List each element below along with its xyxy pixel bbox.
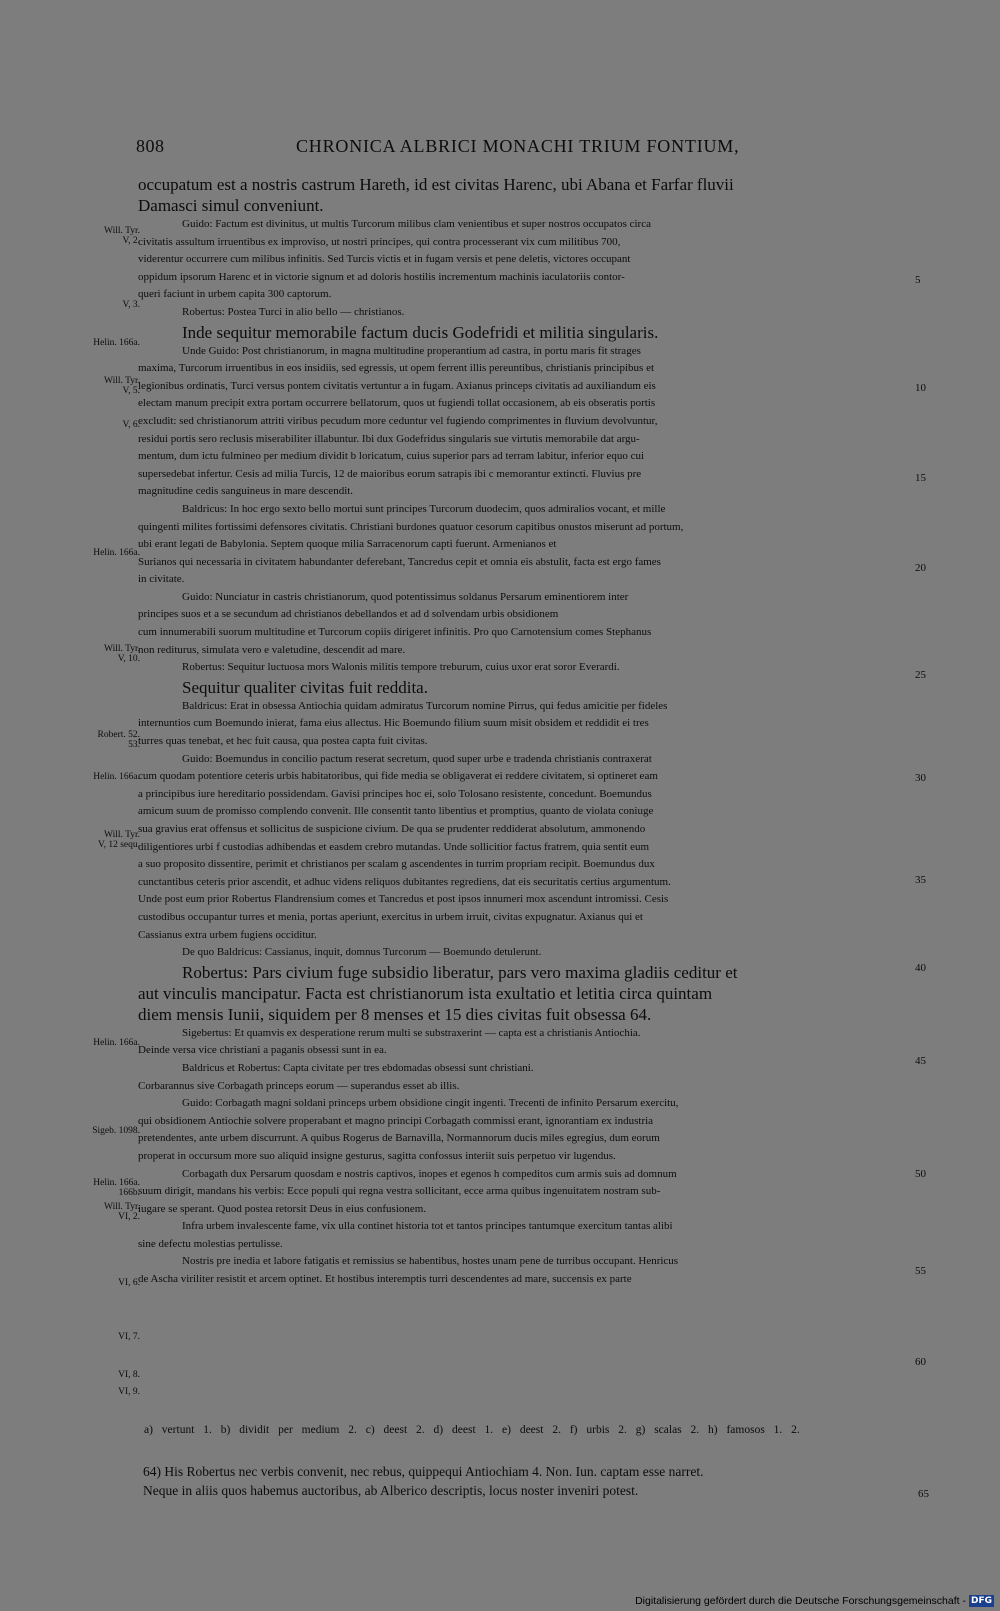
footnote: [143, 1462, 923, 1500]
text-line: internuntios cum Boemundo inierat, fama eius allectus. Hic Boemundo filium suum misit obsidem et reddidit ei tres: [138, 717, 649, 730]
text-line: principes suos et a se secundum ad christianos debellandos et ad d solvendam urbis obsidionem: [138, 608, 559, 621]
line-number: 15: [915, 472, 926, 484]
text-line: qui obsidionem Antiochie solvere properabant et magno principi Corbagath commissi erant, ignorantiam ex industria: [138, 1114, 654, 1127]
text-line: cum quodam potentiore ceteris urbis habitatoribus, qui fide media se obligaverat ei reddere civitatem, si optineret eam: [138, 770, 658, 783]
line-number: 5: [915, 274, 921, 286]
text-line: de Ascha viriliter resistit et arcem optinet. Et hostibus interemptis turri descendentes ad mare, succensis ex parte: [138, 1273, 632, 1286]
line-number: 45: [915, 1055, 926, 1067]
text-line: amicum suum de promisso complendo convenit. Ille consentit tanto libentius et promptius, quanto de violata coniuge: [138, 805, 654, 818]
text-line: Corbarannus sive Corbagath princeps eorum — superandus esset ab illis.: [138, 1079, 460, 1092]
variant-notes: a) vertunt 1. b) dividit per medium 2. c) deest 2. d) deest 1. e) deest 2. f) urbis 2. g) scalas 2. h) famosos 1. 2.: [144, 1424, 800, 1436]
text-line: Deinde versa vice christiani a paganis obsessi sunt in ea.: [138, 1044, 387, 1057]
text-line: excludit: sed christianorum attriti viribus pecudum more ceduntur vel fugiendo comprimentes in fluvium devolvuntur,: [138, 414, 658, 427]
text-line: electam manum precipit extra portam occurrere bellatorum, quos ut fugiendi tollat occasionem, ab eis obseratis portis: [138, 397, 656, 410]
margin-reference: VI, 7.: [118, 1332, 140, 1342]
text-line: Nostris pre inedia et labore fatigatis et remissius se habentibus, hostes unam pene de turribus occupant. Henricus: [182, 1255, 679, 1268]
text-line: legionibus ordinatis, Turci versus pontem civitatis vertuntur a in fugam. Axianus princeps civitatis ad auxiliandum eis: [138, 379, 656, 392]
line-number: 65: [918, 1488, 929, 1500]
margin-reference: VI, 6.: [118, 1278, 140, 1288]
text-line: queri faciunt in urbem capita 300 captorum.: [138, 288, 332, 301]
margin-reference: Helin. 166a.: [93, 772, 140, 782]
text-line: turres quas tenebat, et hec fuit causa, qua postea capta fuit civitas.: [138, 735, 428, 748]
line-number: 55: [915, 1265, 926, 1277]
text-line: in civitate.: [138, 573, 185, 586]
text-line: Corbagath dux Persarum quosdam e nostris captivos, inopes et egenos h compeditos cum armis suis ad domnum: [182, 1167, 677, 1180]
footnote-line: Neque in aliis quos habemus auctoribus, ab Alberico descriptis, locus noster inveniri potest.: [143, 1483, 639, 1498]
margin-reference: Will. Tyr. V, 12 sequ.: [97, 830, 140, 850]
text-line: supersedebat infertur. Cesis ad milia Turcis, 12 de maioribus eorum satrapis ibi c memorantur extincti. Fluvius pre: [138, 467, 642, 480]
dfg-logo: DFG: [970, 1596, 992, 1606]
text-line: pretendentes, ante urbem discurrunt. A quibus Rogerus de Barnavilla, Normannorum ducis miles egregius, dum eorum: [138, 1132, 660, 1145]
margin-reference: Sigeb. 1098.: [92, 1126, 140, 1136]
text-line: De quo Baldricus: Cassianus, inquit, domnus Turcorum — Boemundo detulerunt.: [182, 946, 542, 959]
text-line: magnitudine cedis sanguineus in mare descendit.: [138, 485, 354, 498]
text-line: properat in occursum more suo aliquid insigne gesturus, sagitta confossus interiit suis perpetuo vir lugendus.: [138, 1149, 616, 1162]
text-line: non rediturus, simulata vero e valetudine, descendit ad mare.: [138, 643, 406, 656]
text-line: residui portis sero reclusis miserabiliter illabuntur. Ibi dux Godefridus singularis sue virtutis memorabile dat argu-: [138, 432, 640, 445]
text-line: Baldricus: In hoc ergo sexto bello mortui sunt principes Turcorum duodecim, quos admiralios vocant, et mille: [182, 502, 666, 515]
margin-reference: Helin. 166a.: [93, 548, 140, 558]
text-line: aut vinculis mancipatur. Facta est christianorum ista exultatio et letitia circa quintam: [138, 983, 713, 1003]
page-number: 808: [136, 136, 165, 156]
text-line: cunctantibus ceteris prior ascendit, et adhuc videns reliquos dubitantes regrediens, dat eis securitatis certius argumentum.: [138, 875, 671, 888]
text-line: Guido: Boemundus in concilio pactum reserat secretum, quod super urbe e tradenda christianis contraxerat: [182, 752, 652, 765]
margin-reference: Will. Tyr. V, 5.: [104, 376, 140, 396]
line-number: 20: [915, 562, 926, 574]
margin-reference: Robert. 52. 53.: [97, 730, 140, 750]
line-number: 35: [915, 874, 926, 886]
text-line: cum innumerabili suorum multitudine et Turcorum copiis dirigeret infinitis. Pro quo Carnotensium comes Stephanus: [138, 626, 652, 639]
line-number: 50: [915, 1168, 926, 1180]
text-line: diligentiores urbi f custodias adhibendas et easdem crebro mutandas. Unde sollicitior factus fratrem, quia sentit eum: [138, 840, 650, 853]
margin-reference: Will. Tyr. V, 2.: [104, 226, 140, 246]
text-line: oppidum ipsorum Harenc et in victorie signum et ad doloris hostilis incrementum machinis iaculatoriis contor-: [138, 270, 625, 283]
text-line: iugare se sperant. Quod postea retorsit Deus in eius confusionem.: [138, 1202, 427, 1215]
text-line: Cassianus extra urbem fugiens occiditur.: [138, 928, 317, 941]
margin-reference: VI, 8.: [118, 1370, 140, 1380]
margin-reference: Helin. 166a.: [93, 1038, 140, 1048]
text-line: Baldricus: Erat in obsessa Antiochia quidam admiratus Turcorum nomine Pirrus, qui fedus amicitie per fideles: [182, 699, 668, 712]
margin-reference: Helin. 166a.: [93, 338, 140, 348]
text-line: Unde Guido: Post christianorum, in magna multitudine properantium ad castra, in portu maris fit strages: [182, 344, 641, 357]
text-line: sua gravius erat offensus et sollicitus de suspicione civium. De qua se prudenter reddiderat absolutum, ammonendo: [138, 823, 646, 835]
text-line: Guido: Factum est divinitus, ut multis Turcorum milibus clam venientibus et super nostros occupatos circa: [182, 218, 651, 230]
line-number: 25: [915, 669, 926, 681]
text-line: Unde post eum prior Robertus Flandrensium comes et Tancredus et post ipsos innumeri mox ascendunt intromissi. Cesis: [138, 893, 669, 906]
text-line: mentum, dum ictu fulmineo per medium dividit b loricatum, cuius superior pars ad terram labitur, inferior equo cui: [138, 450, 645, 463]
text-line: Guido: Nunciatur in castris christianorum, quod potentissimus soldanus Persarum eminentiorem inter: [182, 590, 629, 603]
text-line: Surianos qui necessaria in civitatem habundanter deferebant, Tancredus cepit et omnia eis abstulit, facta est ergo fames: [138, 555, 661, 568]
text-line: maxima, Turcorum irruentibus in eos insidiis, sed egressis, ut opem ferrent illis pereuntibus, christianis principibus et: [138, 362, 655, 375]
running-title: CHRONICA ALBRICI MONACHI TRIUM FONTIUM,: [296, 136, 740, 156]
line-number: 60: [915, 1356, 926, 1368]
margin-reference: V, 6.: [122, 420, 140, 430]
text-line: occupatum est a nostris castrum Hareth, id est civitas Harenc, ubi Abana et Farfar fluvii: [138, 175, 734, 194]
text-line: custodibus occupantur turres et menia, portas aperiunt, exercitus in urbem irruit, civitas expugnatur. Axianus qui et: [138, 910, 643, 923]
text-line: Robertus: Postea Turci in alio bello — christianos.: [182, 305, 405, 318]
margin-reference: VI, 9.: [118, 1387, 140, 1397]
text-line: civitatis assultum irruentibus ex improviso, ut nostri principes, qui contra processerant vix cum militibus 700,: [138, 235, 621, 248]
page-header: [136, 136, 928, 162]
margin-reference: V, 3.: [122, 300, 140, 310]
text-line: ubi erant legati de Babylonia. Septem quoque milia Sarracenorum capti fuerunt. Armenianos et: [138, 538, 557, 551]
text-line: viderentur occurrere cum milibus infinitis. Sed Turcis victis et in fugam versis et pene deletis, victores occupant: [138, 253, 631, 266]
text-line: Robertus: Pars civium fuge subsidio liberatur, pars vero maxima gladiis ceditur et: [182, 962, 738, 982]
line-number: 40: [915, 962, 926, 974]
text-line: diem mensis Iunii, siquidem per 8 menses et 15 dies civitas fuit obsessa 64.: [138, 1004, 652, 1024]
margin-reference: Helin. 166a. 166b.: [93, 1178, 140, 1198]
line-number: 30: [915, 772, 926, 784]
text-line: Sigebertus: Et quamvis ex desperatione rerum multi se substraxerint — capta est a christianis Antiochia.: [182, 1026, 641, 1039]
credit-text: Digitalisierung gefördert durch die Deutsche Forschungsgemeinschaft -: [635, 1595, 966, 1607]
text-line: Robertus: Sequitur luctuosa mors Walonis militis tempore treburum, cuius uxor erat soror Everardi.: [182, 661, 620, 674]
text-line: suum dirigit, mandans his verbis: Ecce populi qui regna vestra sollicitant, ecce arma quibus ingenuitatem nostram sub-: [138, 1185, 661, 1198]
text-line: a principibus iure hereditario possidendam. Gavisi principes hoc ei, solo Tolosano resistente, concedunt. Boemundus: [138, 787, 652, 800]
line-number: 10: [915, 382, 926, 394]
text-line: Sequitur qualiter civitas fuit reddita.: [182, 677, 428, 697]
margin-reference: Will. Tyr. VI, 2.: [104, 1202, 140, 1222]
text-line: quingenti milites fortissimi defensores civitatis. Christiani burdones quatuor cesorum capitibus onustos miserunt ad portum,: [138, 520, 684, 533]
footnote-line: 64) His Robertus nec verbis convenit, nec rebus, quippequi Antiochiam 4. Non. Iun. captam esse narret.: [143, 1464, 704, 1479]
text-line: a suo proposito dissentire, perimit et christianos per scalam g ascendentes in turrim propriam recipit. Boemundus dux: [138, 858, 655, 871]
text-line: Inde sequitur memorabile factum ducis Godefridi et militia singularis.: [182, 322, 659, 342]
body-text: [138, 174, 920, 1289]
digitization-credit: [635, 1595, 994, 1607]
text-line: Damasci simul conveniunt.: [138, 196, 324, 215]
text-line: Infra urbem invalescente fame, vix ulla continet historia tot et tantos principes tantumque exercitum tantas alibi: [182, 1220, 673, 1233]
text-line: sine defectu molestias pertulisse.: [138, 1237, 283, 1250]
margin-reference: Will. Tyr. V, 10.: [104, 644, 140, 664]
text-line: Baldricus et Robertus: Capta civitate per tres ebdomadas obsessi sunt christiani.: [182, 1061, 534, 1074]
text-line: Guido: Corbagath magni soldani princeps urbem obsidione cingit ingenti. Trecenti de infinito Persarum exercitu,: [182, 1097, 679, 1110]
